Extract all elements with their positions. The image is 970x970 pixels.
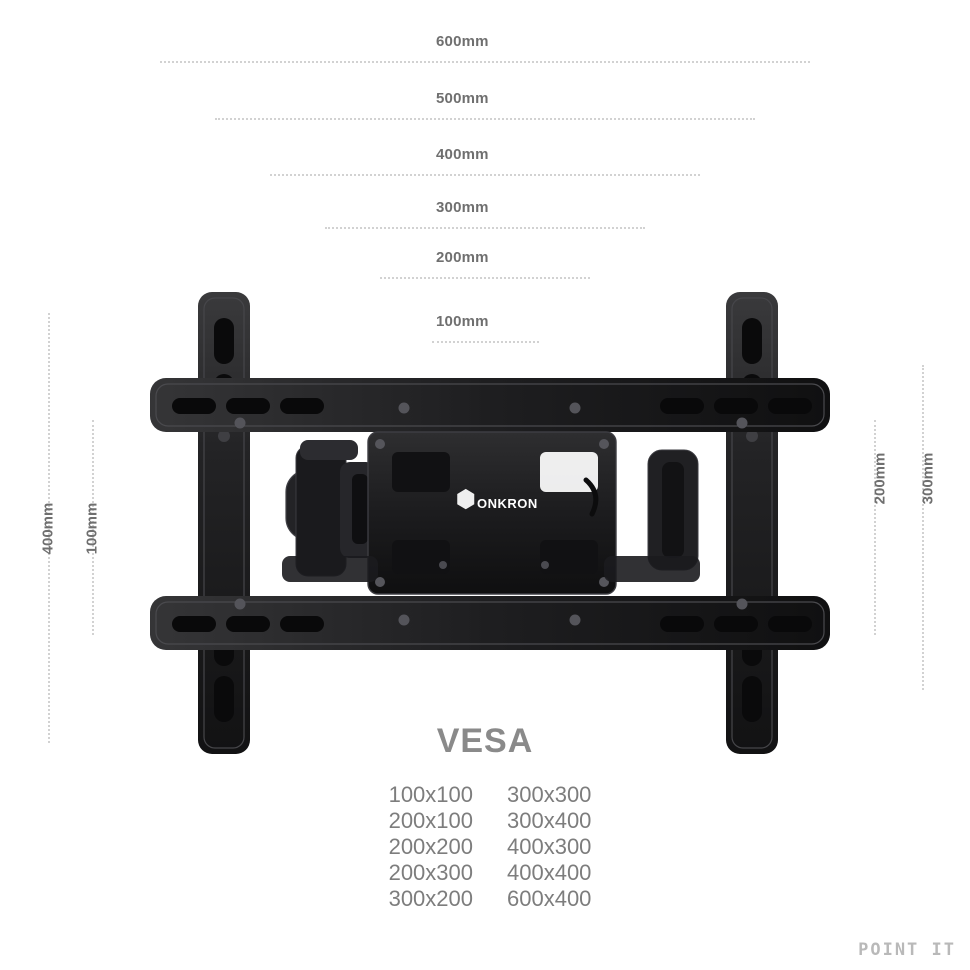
- top-horizontal-bar: [150, 378, 830, 432]
- vesa-size: 400x300: [507, 834, 592, 859]
- center-vesa-plate: [368, 432, 616, 594]
- vesa-size: 200x300: [388, 860, 473, 885]
- top-dimension-label-500: 500mm: [436, 90, 489, 107]
- vesa-size: 300x400: [507, 808, 592, 833]
- svg-text:ONKRON: ONKRON: [477, 496, 538, 511]
- right-dimension-label-200: 200mm: [871, 452, 889, 505]
- top-dimension-label-300: 300mm: [436, 199, 489, 216]
- top-dimension-label-200: 200mm: [436, 249, 489, 266]
- right-dimension-label-300: 300mm: [919, 452, 937, 505]
- left-dimension-label-100: 100mm: [83, 502, 101, 555]
- vesa-size: 600x400: [507, 886, 592, 911]
- left-dimension-label-400: 400mm: [39, 502, 57, 555]
- vesa-column-right: [507, 782, 591, 912]
- vesa-size: 200x100: [388, 808, 473, 833]
- right-vertical-rail: [726, 292, 778, 754]
- vesa-size: 200x200: [388, 834, 473, 859]
- vesa-size: 300x200: [388, 886, 473, 911]
- top-dimension-label-100: 100mm: [436, 313, 489, 330]
- left-vertical-rail: [198, 292, 250, 754]
- vesa-column-left: [389, 782, 473, 912]
- bottom-horizontal-bar: [150, 596, 830, 650]
- articulating-arm-left: [286, 440, 376, 576]
- vesa-size: 100x100: [388, 782, 473, 807]
- articulating-arm-right: [648, 450, 698, 570]
- vesa-size: 400x400: [507, 860, 592, 885]
- vesa-table: [340, 782, 640, 912]
- vesa-size: 300x300: [507, 782, 592, 807]
- vesa-title: VESA: [436, 722, 534, 760]
- top-dimension-label-400: 400mm: [436, 146, 489, 163]
- top-dimension-label-600: 600mm: [436, 33, 489, 50]
- watermark: POINT IT: [858, 940, 956, 960]
